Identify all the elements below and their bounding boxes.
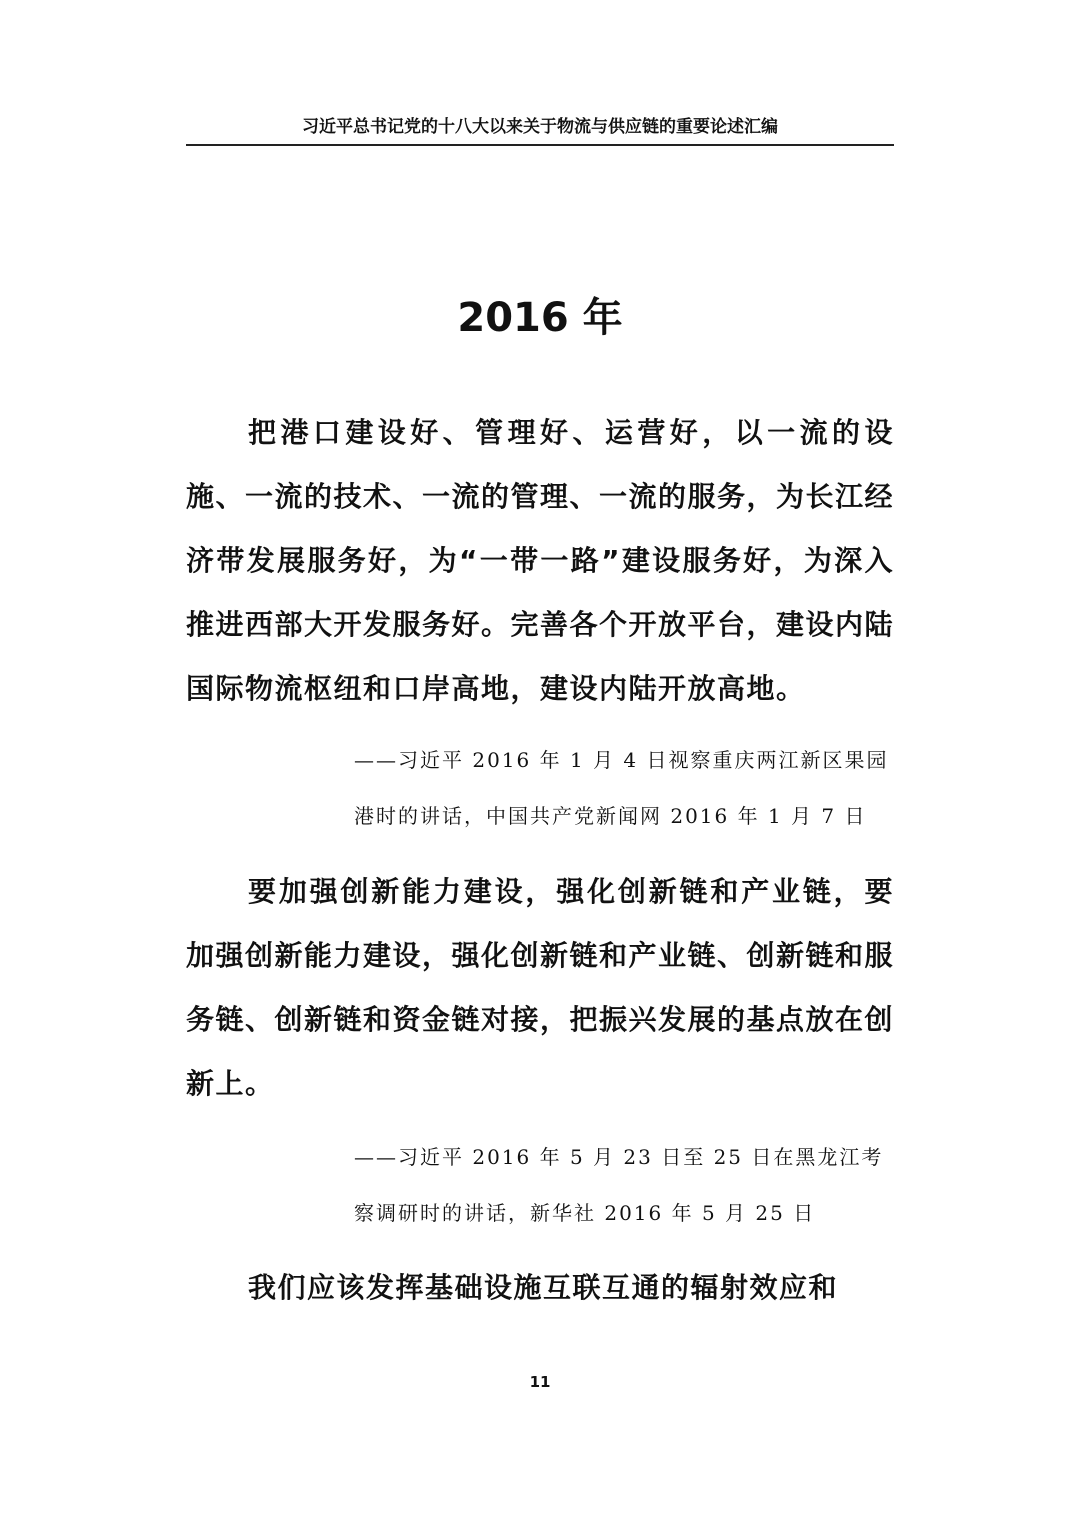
quote-source-2-line-1: ——习近平 2016 年 5 月 23 日至 25 日在黑龙江考 xyxy=(354,1145,884,1169)
quote-source-1-line-2: 港时的讲话，中国共产党新闻网 2016 年 1 月 7 日 xyxy=(354,804,867,828)
quote-source-2-line-2: 察调研时的讲话，新华社 2016 年 5 月 25 日 xyxy=(354,1201,816,1225)
quote-source-1 xyxy=(354,732,894,844)
quote-paragraph-2: 要加强创新能力建设，强化创新链和产业链，要加强创新能力建设，强化创新链和产业链、创新链和服务链、创新链和资金链对接，把振兴发展的基点放在创新上。 xyxy=(186,875,895,1100)
quote-source-1-line-1: ——习近平 2016 年 1 月 4 日视察重庆两江新区果园 xyxy=(354,748,889,772)
header-divider xyxy=(186,144,894,146)
quote-paragraph-3: 我们应该发挥基础设施互联互通的辐射效应和 xyxy=(248,1271,839,1304)
running-header: 习近平总书记党的十八大以来关于物流与供应链的重要论述汇编 xyxy=(302,117,778,137)
quote-paragraph-1: 把港口建设好、管理好、运营好，以一流的设施、一流的技术、一流的管理、一流的服务，为长江经济带发展服务好，为“一带一路”建设服务好，为深入推进西部大开发服务好。完善各个开放平台，建设内陆国际物流枢纽和口岸高地，建设内陆开放高地。 xyxy=(186,416,895,705)
section-year-title: 2016 年 xyxy=(457,295,623,341)
page-number: 11 xyxy=(529,1373,551,1391)
quote-source-2 xyxy=(354,1129,894,1241)
